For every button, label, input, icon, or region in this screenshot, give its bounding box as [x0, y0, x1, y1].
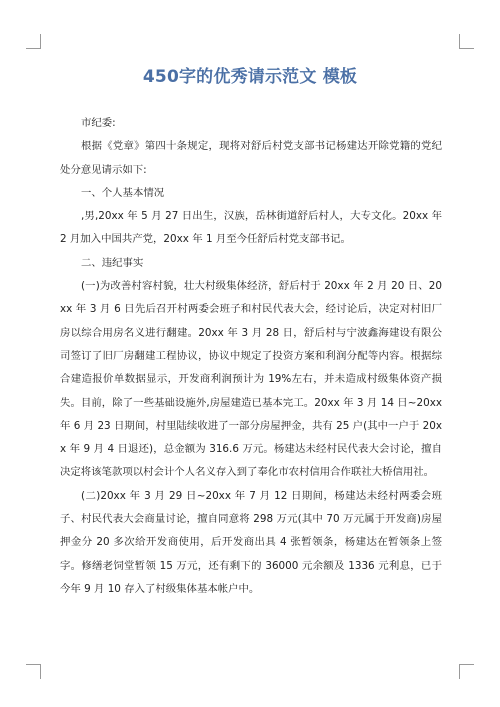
violation-paragraph-2: (二)20xx 年 3 月 29 日~20xx 年 7 月 12 日期间，杨建达未经村两委会班子、村民代表大会商量讨论，擅自同意将 298 万元(其中 70 万元属于开发商)房屋押金分 20 多次给开发商使用，后开发商出具 4 张暂领条，杨建达在暂领条上签字。修缮老饲堂暂领 15 万元，还有剩下的 36000 元余额及 1336 元利息，已于今年 9 月 10 存入了村级集体基本帐户中。 — [60, 489, 442, 595]
document-title: 450字的优秀请示范文 模板 — [142, 67, 358, 87]
crop-mark-top-left — [26, 34, 41, 49]
salutation: 市纪委: — [81, 117, 116, 129]
document-body — [60, 112, 442, 601]
crop-mark-bottom-right — [459, 664, 474, 679]
section-heading-basic-info: 一、个人基本情况 — [81, 186, 165, 199]
violation-paragraph-1: (一)为改善村容村貌，壮大村级集体经济，舒后村于 20xx 年 2 月 20 日、20xx 年 3 月 6 日先后召开村两委会班子和村民代表大会，经讨论后，决定对村旧厂房以综合用房名义进行翻建。20xx 年 3 月 28 日，舒后村与宁波鑫海建设有限公司签订了旧厂房翻建工程协议，协议中规定了投资方案和利润分配等内容。根据综合建造报价单数据显示，开发商利润预计为 19%左右，并未造成村级集体资产损失。目前，除了一些基础设施外,房屋建造已基本完工。20xx 年 3 月 14 日~20xx 年 6 月 23 日期间，村里陆续收进了一部分房屋押金，共有 25 户(其中一户于 20xx 年 9 月 4 日退还)，总金额为 316.6 万元。杨建达未经村民代表大会讨论，擅自决定将该笔款项以村会计个人名义存入到了奉化市农村信用合作联社大桥信用社。 — [60, 280, 442, 479]
section-heading-violations: 二、违纪事实 — [81, 256, 144, 269]
crop-mark-bottom-left — [26, 664, 41, 679]
basic-info-paragraph: ,男,20xx 年 5 月 27 日出生，汉族，岳林街道舒后村人，大专文化。20xx 年 2 月加入中国共产党，20xx 年 1 月至今任舒后村党支部书记。 — [60, 210, 442, 246]
intro-paragraph: 根据《党章》第四十条规定，现将对舒后村党支部书记杨建达开除党籍的党纪处分意见请示如下: — [60, 140, 442, 176]
crop-mark-top-right — [459, 34, 474, 49]
